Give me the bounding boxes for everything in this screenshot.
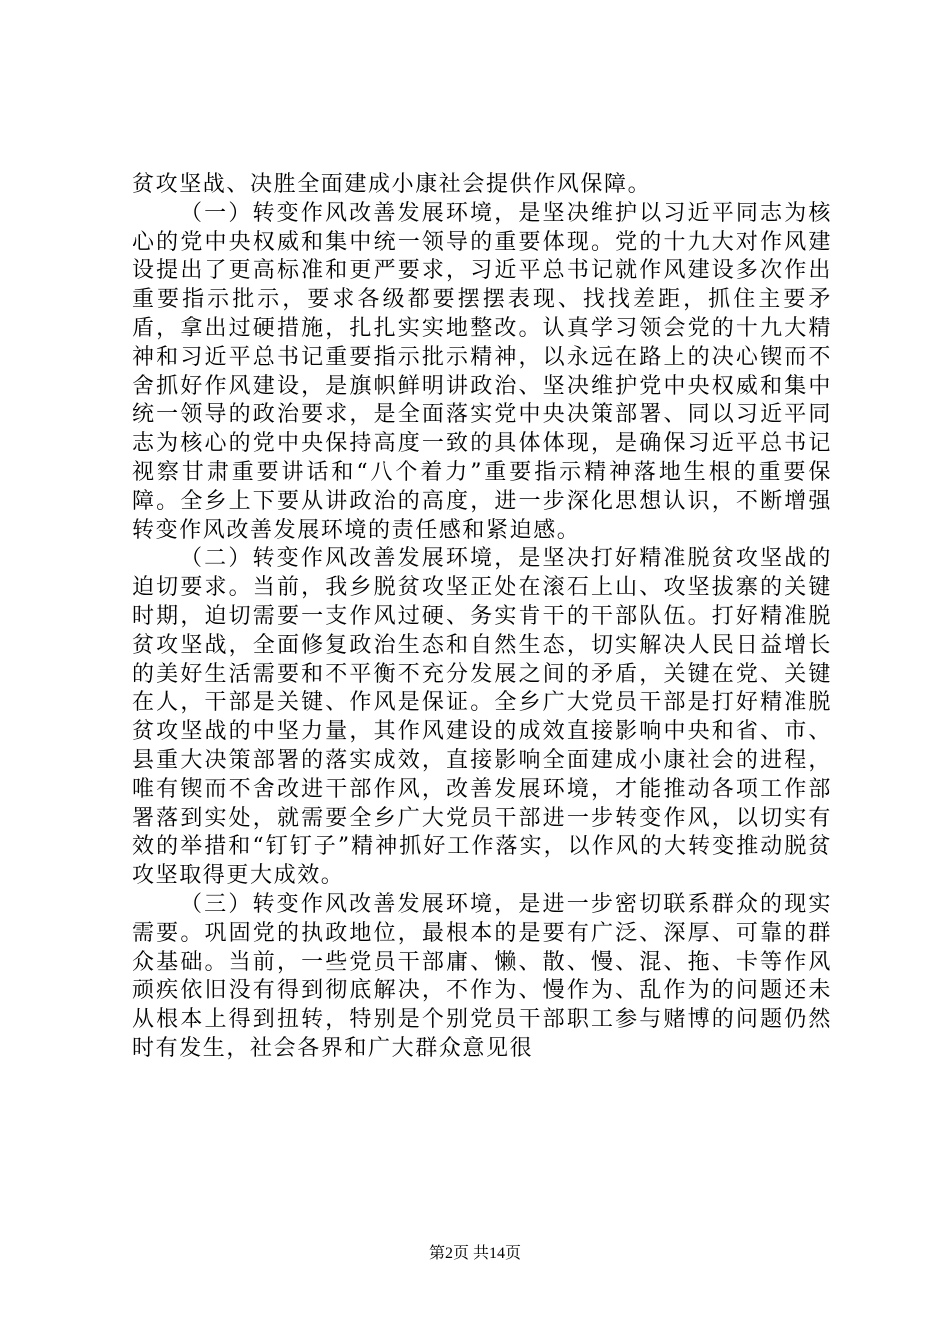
paragraph-section-2: （二）转变作风改善发展环境，是坚决打好精准脱贫攻坚战的迫切要求。当前，我乡脱贫攻坚正处在滚石上山、攻坚拔寨的关键时期，迫切需要一支作风过硬、务实肯干的干部队伍。打好精准脱贫攻坚战，全面修复政治生态和自然生态，切实解决人民日益增长的美好生活需要和不平衡不充分发展之间的矛盾，关键在党、关键在人，干部是关键、作风是保证。全乡广大党员干部是打好精准脱贫攻坚战的中坚力量，其作风建设的成效直接影响中央和省、市、县重大决策部署的落实成效，直接影响全面建成小康社会的进程，唯有锲而不舍改进干部作风，改善发展环境，才能推动各项工作部署落到实处，就需要全乡广大党员干部进一步转变作风，以切实有效的举措和“钉钉子”精神抓好工作落实，以作风的大转变推动脱贫攻坚取得更大成效。 [132, 546, 832, 889]
paragraph-section-1: （一）转变作风改善发展环境，是坚决维护以习近平同志为核心的党中央权威和集中统一领导的重要体现。党的十九大对作风建设提出了更高标准和更严要求，习近平总书记就作风建设多次作出重要指示批示，要求各级都要摆摆表现、找找差距，抓住主要矛盾，拿出过硬措施，扎扎实实地整改。认真学习领会党的十九大精神和习近平总书记重要指示批示精神，以永远在路上的决心锲而不舍抓好作风建设，是旗帜鲜明讲政治、坚决维护党中央权威和集中统一领导的政治要求，是全面落实党中央决策部署、同以习近平同志为核心的党中央保持高度一致的具体体现，是确保习近平总书记视察甘肃重要讲话和“八个着力”重要指示精神落地生根的重要保障。全乡上下要从讲政治的高度，进一步深化思想认识，不断增强转变作风改善发展环境的责任感和紧迫感。 [132, 200, 832, 543]
page-number-footer: 第2页 共14页 [428, 1245, 521, 1262]
body-text [132, 171, 832, 1064]
paragraph-continuation: 贫攻坚战、决胜全面建成小康社会提供作风保障。 [132, 172, 652, 197]
paragraph-section-3: （三）转变作风改善发展环境，是进一步密切联系群众的现实需要。巩固党的执政地位，最根本的是要有广泛、深厚、可靠的群众基础。当前，一些党员干部庸、懒、散、慢、混、拖、卡等作风顽疾依旧没有得到彻底解决，不作为、慢作为、乱作为的问题还未从根本上得到扭转，特别是个别党员干部职工参与赌博的问题仍然时有发生，社会各界和广大群众意见很 [132, 891, 832, 1061]
